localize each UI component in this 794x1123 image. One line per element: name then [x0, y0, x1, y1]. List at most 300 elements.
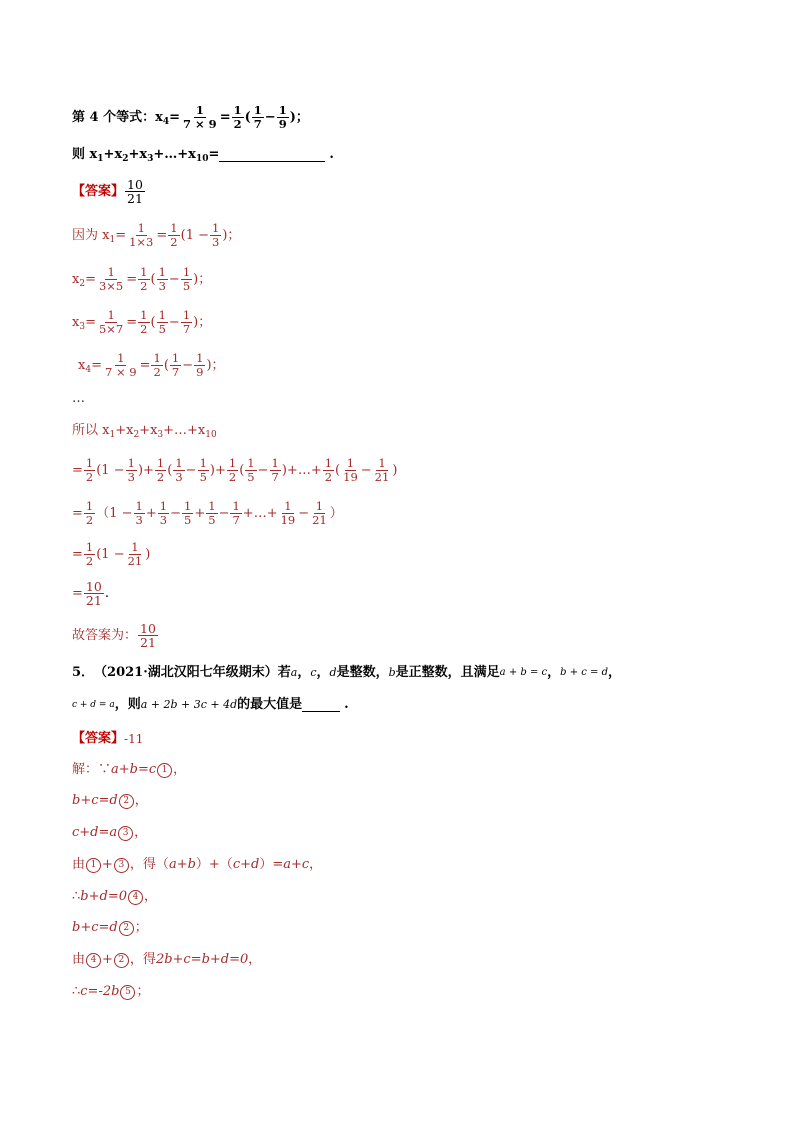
denominator: 21 [85, 593, 102, 608]
denominator: 2 [140, 279, 148, 293]
numerator: 1 [140, 265, 148, 279]
subscript: 10 [195, 154, 209, 164]
text-span: 第 4 个等式：x [72, 109, 163, 125]
answer-line [72, 178, 146, 205]
text-span: ； [134, 920, 148, 935]
text-span: ( [244, 109, 251, 125]
denominator: 2 [170, 235, 178, 249]
subscript: 2 [122, 154, 129, 164]
circled-number: 4 [86, 953, 101, 968]
text-span: = [91, 357, 102, 373]
denominator: 9 [196, 365, 204, 379]
subscript: 4 [162, 116, 170, 127]
answer-tag: 【答案】 [72, 183, 125, 199]
text-span: ， [547, 665, 561, 680]
text-span: ， [134, 825, 148, 840]
text-span: ) [392, 462, 398, 478]
text-span: − [170, 505, 181, 521]
sol-step-2 [72, 793, 148, 809]
denominator: 7 × 9 [104, 365, 137, 379]
text-span: = [72, 505, 83, 521]
fraction [138, 622, 158, 649]
text-span: ， [297, 665, 311, 680]
text-span: （1 − [96, 505, 133, 521]
text-span: a + b = c [499, 667, 548, 678]
text-span: = [72, 546, 83, 562]
fraction [84, 580, 104, 607]
text-span: c=-2b [80, 984, 120, 999]
answer-fraction [125, 178, 145, 205]
fraction [126, 457, 137, 484]
subscript: 3 [147, 154, 154, 164]
denominator: 21 [140, 635, 156, 650]
text-span: − [168, 271, 180, 287]
sol-step-5 [72, 889, 157, 905]
numerator: 1 [271, 456, 279, 470]
fraction [97, 309, 125, 336]
text-span: 由 [72, 857, 86, 872]
numerator: 1 [85, 456, 94, 470]
fraction [210, 222, 221, 249]
text-span: )； [206, 357, 225, 373]
text-span: +…+x [163, 423, 206, 438]
fraction [373, 457, 392, 484]
numerator: 1 [137, 221, 145, 235]
numerator: 1 [107, 308, 115, 322]
text-span: ( [163, 357, 169, 373]
sum-expansion [72, 457, 397, 484]
answer-blank [219, 149, 325, 162]
denominator: 3 [212, 235, 220, 249]
sol-step-7 [72, 952, 261, 968]
text-span: ( [150, 271, 156, 287]
text-span: ) [281, 462, 287, 478]
denominator: 2 [228, 470, 237, 484]
text-span: 5． [72, 665, 95, 680]
solution-x1 [72, 222, 240, 249]
sol-step-8 [72, 984, 149, 1000]
denominator: 5 [247, 470, 255, 484]
fraction [310, 500, 329, 527]
text-span: +…+x [153, 147, 196, 162]
sol-step-3 [72, 825, 147, 841]
text-span: − [182, 357, 194, 373]
denominator: 7 [271, 470, 279, 484]
text-span: (1 − [96, 462, 125, 478]
text-span: (1 − [180, 227, 209, 243]
numerator: 1 [315, 499, 324, 513]
line-4th-equation [72, 104, 309, 131]
text-span: a + 2b + 3c + 4d [140, 698, 238, 711]
fraction [323, 457, 334, 484]
denominator: 5 [199, 470, 207, 484]
text-span: ，则 [114, 697, 141, 712]
answer-blank [302, 699, 340, 712]
denominator: 7 × 9 [183, 117, 217, 131]
text-span: − [298, 505, 310, 521]
fraction [173, 457, 184, 484]
denominator: 5 [158, 322, 166, 336]
text-span: 所以 x [72, 423, 110, 438]
text-span: ( [239, 462, 245, 478]
text-span: = [126, 271, 138, 287]
text-span: ( [335, 462, 341, 478]
text-span: + [102, 857, 113, 872]
text-span: − [218, 505, 230, 521]
text-span: + [194, 505, 206, 521]
text-span: c + d = a [72, 700, 115, 710]
sol-step-4 [72, 857, 322, 873]
denominator: 3 [135, 513, 143, 527]
circled-number: 5 [120, 985, 135, 1000]
text-span: 【答案】 [72, 731, 125, 746]
sum-simplified [72, 541, 150, 568]
text-span: +…+ [286, 462, 322, 478]
denominator: 2 [85, 554, 94, 568]
fraction [245, 457, 256, 484]
fraction [168, 222, 179, 249]
text-span: 的最大值是 [237, 697, 303, 712]
subscript: 2 [79, 278, 86, 289]
fraction [279, 500, 298, 527]
fraction [232, 104, 244, 131]
text-span: ( [167, 462, 173, 478]
denominator: 21 [127, 191, 143, 206]
circled-number: 4 [128, 890, 143, 905]
text-span: x [78, 357, 86, 373]
numerator: 1 [170, 221, 178, 235]
numerator: 1 [195, 103, 204, 117]
numerator: 1 [247, 456, 255, 470]
text-span: +x [115, 423, 134, 438]
question-sum-line [72, 147, 334, 163]
text-span: （2021·湖北汉阳七年级期末） [94, 665, 278, 680]
denominator: 7 [171, 365, 180, 379]
text-span: 是整数， [336, 665, 389, 680]
numerator: 1 [253, 103, 262, 117]
numerator: 1 [140, 308, 148, 322]
numerator: 10 [127, 177, 143, 192]
denominator: 7 [253, 117, 262, 131]
fraction [181, 104, 219, 131]
numerator: 1 [324, 456, 333, 470]
text-span: 2b+c=b+d=0 [155, 952, 249, 967]
fraction [155, 457, 166, 484]
text-span: )； [222, 227, 241, 243]
fraction [84, 541, 95, 568]
circled-number: 1 [86, 858, 101, 873]
circled-number: 3 [114, 858, 129, 873]
text-span: + [214, 462, 226, 478]
denominator: 2 [85, 470, 94, 484]
text-span: c+d [232, 857, 260, 872]
text-span: 故答案为： [72, 627, 138, 643]
fraction [157, 266, 168, 293]
text-span: . [329, 147, 334, 162]
denominator: 5 [208, 513, 216, 527]
text-span: ； [136, 984, 150, 999]
text-span: +x [139, 423, 158, 438]
fraction [181, 309, 192, 336]
text-span: − [264, 109, 276, 125]
text-span: . [344, 697, 349, 712]
text-span: − [360, 462, 372, 478]
numerator: 1 [159, 499, 168, 513]
subscript: 2 [133, 430, 140, 440]
circled-number: 2 [114, 953, 129, 968]
text-span: b + c = d [560, 667, 609, 678]
numerator: 1 [208, 499, 216, 513]
numerator: 1 [85, 499, 94, 513]
numerator: 1 [135, 499, 143, 513]
numerator: 1 [228, 456, 237, 470]
fraction [206, 500, 217, 527]
numerator: 1 [158, 265, 166, 279]
text-span: = [85, 271, 96, 287]
text-span: c+d=a [72, 825, 118, 840]
numerator: 10 [140, 621, 156, 636]
numerator: 1 [232, 499, 240, 513]
text-span: = [72, 462, 83, 478]
text-span: ∴ [72, 984, 81, 999]
text-span: = [208, 147, 220, 162]
text-span: = [126, 314, 138, 330]
text-span: + [143, 462, 154, 478]
numerator: 1 [131, 540, 139, 554]
numerator: 1 [284, 499, 292, 513]
fraction [138, 309, 149, 336]
fraction [84, 457, 95, 484]
text-span: = [72, 585, 83, 601]
text-span: c [310, 666, 317, 679]
subscript: 1 [109, 234, 116, 245]
numerator: 1 [199, 456, 207, 470]
denominator: 5 [184, 513, 192, 527]
sol-step-1 [72, 762, 186, 778]
text-span: = [169, 109, 181, 125]
problem-5 [72, 665, 621, 681]
numerator: 1 [233, 103, 242, 117]
text-span: + [145, 505, 157, 521]
subscript: 4 [85, 364, 92, 375]
sol-step-6 [72, 920, 148, 936]
text-span: ∴ [72, 889, 81, 904]
fraction [157, 309, 168, 336]
numerator: 1 [182, 308, 191, 322]
text-span: ， [248, 952, 262, 967]
numerator: 1 [117, 351, 125, 365]
denominator: 2 [153, 365, 161, 379]
text-span: +x [128, 147, 148, 162]
denominator: 9 [278, 117, 287, 131]
denominator: 3 [127, 470, 135, 484]
text-span: a+c [283, 857, 310, 872]
answer-line-5 [72, 731, 143, 747]
text-span: = [139, 357, 151, 373]
denominator: 21 [312, 513, 327, 527]
sum-intro [72, 423, 217, 439]
denominator: 7 [182, 322, 191, 336]
subscript: 1 [109, 430, 116, 440]
text-span: )； [289, 109, 309, 125]
text-span: − [168, 314, 180, 330]
denominator: 3 [175, 470, 183, 484]
text-span: ）+（ [195, 857, 233, 872]
text-span: a+b [168, 857, 196, 872]
text-span: -11 [124, 732, 144, 746]
circled-number: 3 [118, 826, 133, 841]
denominator: 21 [127, 554, 143, 568]
denominator: 21 [374, 470, 390, 484]
circled-number: 2 [119, 794, 134, 809]
fraction [103, 352, 139, 379]
solution-x4 [78, 352, 225, 379]
fraction [84, 500, 95, 527]
denominator: 2 [324, 470, 333, 484]
denominator: 1×3 [129, 235, 154, 249]
text-span: b+c=d [72, 793, 118, 808]
problem-5-cont [72, 697, 349, 713]
solution-x3 [72, 309, 211, 336]
fraction [227, 457, 238, 484]
text-span: ，得（ [129, 857, 169, 872]
text-span: = [156, 227, 168, 243]
text-span: d [329, 666, 337, 679]
numerator: 1 [158, 308, 166, 322]
fraction [97, 266, 125, 293]
denominator: 19 [280, 513, 296, 527]
subscript: 3 [79, 321, 86, 332]
numerator: 10 [85, 579, 102, 594]
solution-x2 [72, 266, 211, 293]
text-span: x [72, 271, 80, 287]
ellipsis [72, 391, 85, 407]
numerator: 1 [107, 265, 115, 279]
fraction [158, 500, 169, 527]
text-span: )； [193, 314, 212, 330]
text-span: b [388, 666, 396, 679]
text-span: = [219, 109, 231, 125]
denominator: 19 [343, 470, 358, 484]
denominator: 2 [140, 322, 148, 336]
text-span: ，得 [129, 952, 156, 967]
text-span: + [102, 952, 113, 967]
text-span: ) [145, 546, 151, 562]
denominator: 2 [156, 470, 165, 484]
denominator: 2 [85, 513, 94, 527]
numerator: 1 [212, 221, 220, 235]
numerator: 1 [153, 351, 161, 365]
text-span: +…+ [242, 505, 278, 521]
fraction [181, 266, 192, 293]
numerator: 1 [378, 456, 386, 470]
numerator: 1 [85, 540, 94, 554]
text-span: )； [193, 271, 212, 287]
text-span: ） [329, 505, 343, 521]
fraction [151, 352, 162, 379]
subscript: 1 [97, 154, 104, 164]
denominator: 5 [182, 279, 191, 293]
denominator: 3×5 [98, 279, 124, 293]
fraction [277, 104, 289, 131]
fraction [341, 457, 360, 484]
final-answer-line [72, 622, 159, 649]
text-span: 是正整数，且满足 [395, 665, 500, 680]
numerator: 1 [127, 456, 135, 470]
text-span: ， [143, 889, 157, 904]
text-span: 则 x [72, 147, 98, 162]
text-span: b+c=d [72, 920, 118, 935]
subscript: 10 [205, 430, 217, 440]
text-span: 因为 x [72, 227, 110, 243]
sum-telescoping [72, 500, 343, 527]
text-span: 解：∵ [72, 762, 112, 777]
numerator: 1 [156, 456, 165, 470]
text-span: … [72, 391, 85, 406]
text-span: b+d=0 [80, 889, 127, 904]
text-span: 由 [72, 952, 86, 967]
denominator: 2 [233, 117, 242, 131]
text-span: − [257, 462, 269, 478]
text-span: ， [173, 762, 187, 777]
text-span: ， [309, 857, 323, 872]
denominator: 7 [232, 513, 240, 527]
subscript: 3 [157, 430, 164, 440]
denominator: 3 [159, 513, 168, 527]
numerator: 1 [175, 456, 183, 470]
text-span: ）= [259, 857, 284, 872]
numerator: 1 [196, 351, 204, 365]
fraction [182, 500, 193, 527]
numerator: 1 [184, 499, 192, 513]
text-span: ， [316, 665, 330, 680]
text-span: (1 − [96, 546, 125, 562]
text-span: ， [608, 665, 622, 680]
text-span: − [185, 462, 197, 478]
sum-result [72, 580, 109, 607]
fraction [138, 266, 149, 293]
circled-number: 2 [119, 921, 134, 936]
text-span: a+b=c [111, 762, 157, 777]
circled-number: 1 [157, 763, 172, 778]
denominator: 5×7 [98, 322, 124, 336]
fraction [127, 222, 155, 249]
text-span: +x [103, 147, 123, 162]
text-span: 若 [277, 665, 291, 680]
fraction [198, 457, 209, 484]
numerator: 1 [346, 456, 355, 470]
fraction [194, 352, 205, 379]
fraction [252, 104, 264, 131]
numerator: 1 [182, 265, 191, 279]
text-span: x [72, 314, 80, 330]
text-span: ， [134, 793, 148, 808]
text-span: a [290, 666, 298, 679]
text-span: = [85, 314, 96, 330]
fraction [230, 500, 241, 527]
numerator: 1 [171, 351, 180, 365]
text-span: = [115, 227, 127, 243]
text-span: ) [209, 462, 215, 478]
fraction [170, 352, 181, 379]
denominator: 3 [158, 279, 166, 293]
numerator: 1 [278, 103, 287, 117]
text-span: ( [150, 314, 156, 330]
fraction [270, 457, 281, 484]
fraction [134, 500, 145, 527]
fraction [126, 541, 145, 568]
text-span: ) [137, 462, 144, 478]
